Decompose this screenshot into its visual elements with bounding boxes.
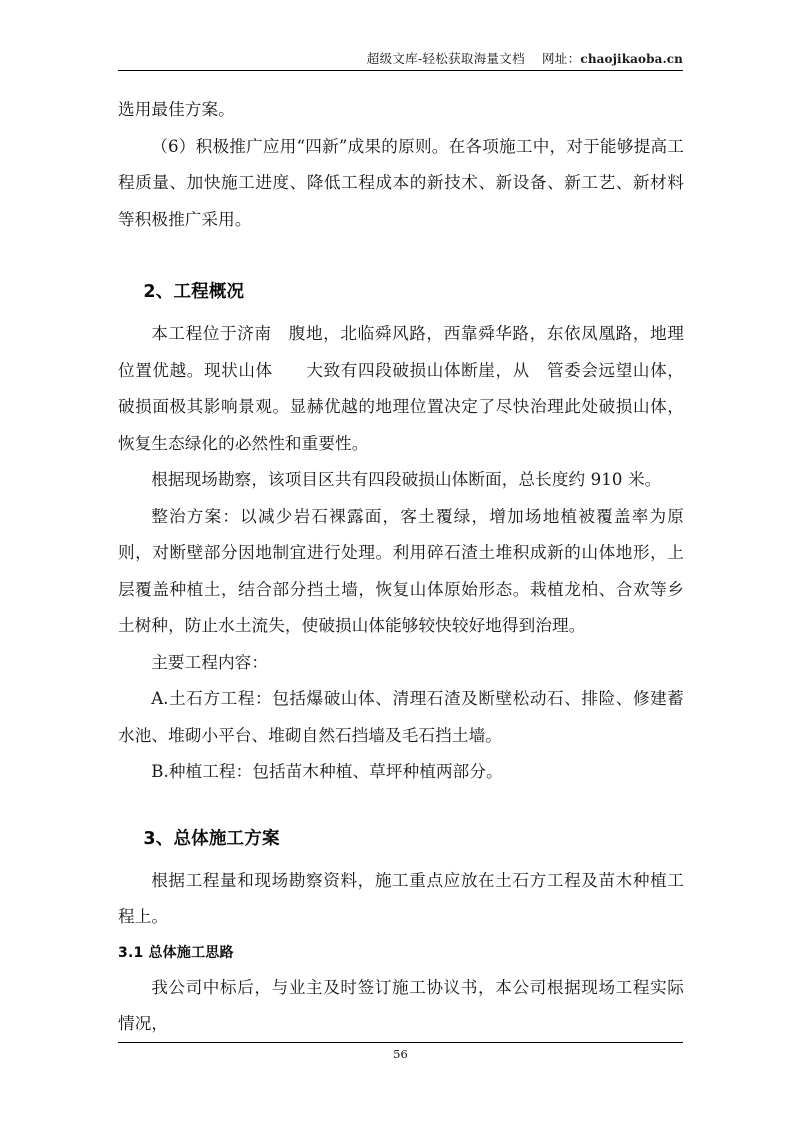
page-number: 56 <box>393 1047 408 1061</box>
paragraph-continued: 选用最佳方案。 <box>118 100 235 119</box>
paragraph-main-contents-label: 主要工程内容： <box>151 652 269 672</box>
page-footer <box>118 1042 683 1062</box>
header-url: chaojikaoba.cn <box>580 52 683 66</box>
heading-overall-construction-plan: 3、总体施工方案 <box>143 828 280 849</box>
paragraph-treatment-plan: 整治方案：以减少岩石裸露面，客土覆绿，增加场地植被覆盖率为原则，对断壁部分因地制宜进行处理。利用碎石渣土堆积成新的山体地形，上层覆盖种植土，结合部分挡土墙，恢复山体原始形态。栽植龙柏、合欢等乡土树种，防止水土流失，使破损山体能够较快较好地得到治理。 <box>118 506 684 635</box>
heading-project-overview: 2、工程概况 <box>143 282 245 302</box>
page-header <box>118 48 683 71</box>
paragraph-principle-6: （6）积极推广应用“四新”成果的原则。在各项施工中，对于能够提高工程质量、加快施工进度、降低工程成本的新技术、新设备、新工艺、新材料等积极推广采用。 <box>118 136 684 229</box>
paragraph-construction-approach: 我公司中标后，与业主及时签订施工协议书，本公司根据现场工程实际情况， <box>118 977 684 1033</box>
header-url-label: 网址： <box>542 51 581 66</box>
paragraph-item-planting: B.种植工程：包括苗木种植、草坪种植两部分。 <box>151 762 503 781</box>
document-body <box>118 92 684 1043</box>
heading-overall-construction-approach: 3.1 总体施工思路 <box>118 944 234 961</box>
paragraph-project-overview <box>118 316 684 462</box>
section-gap-2 <box>118 791 684 821</box>
overview-segment-4: 管委会远望山体，破损面极其影响景观。显赫优越的地理位置决定了尽快治理此处破损山体，恢复生态绿化的必然性和重要性。 <box>118 360 684 453</box>
section-gap-1 <box>118 238 684 274</box>
paragraph-overall-plan: 根据工程量和现场勘察资料，施工重点应放在土石方工程及苗木种植工程上。 <box>118 870 684 926</box>
header-site-name: 超级文库-轻松获取海量文档 <box>366 51 525 66</box>
paragraph-item-earthwork: A.土石方工程：包括爆破山体、清理石渣及断壁松动石、排险、修建蓄水池、堆砌小平台、堆砌自然石挡墙及毛石挡土墙。 <box>118 689 684 745</box>
header-spacer <box>525 51 542 67</box>
paragraph-site-survey: 根据现场勘察，该项目区共有四段破损山体断面，总长度约 910 米。 <box>151 470 662 489</box>
overview-segment-1: 本工程位于济南 <box>151 324 272 343</box>
overview-segment-3: 大致有四段破损山体断崖，从 <box>305 360 530 380</box>
overview-segment-2: 腹地，北临舜风路，西靠舜华路，东依凤凰路，地理位置优越。现状山体 <box>118 324 684 380</box>
